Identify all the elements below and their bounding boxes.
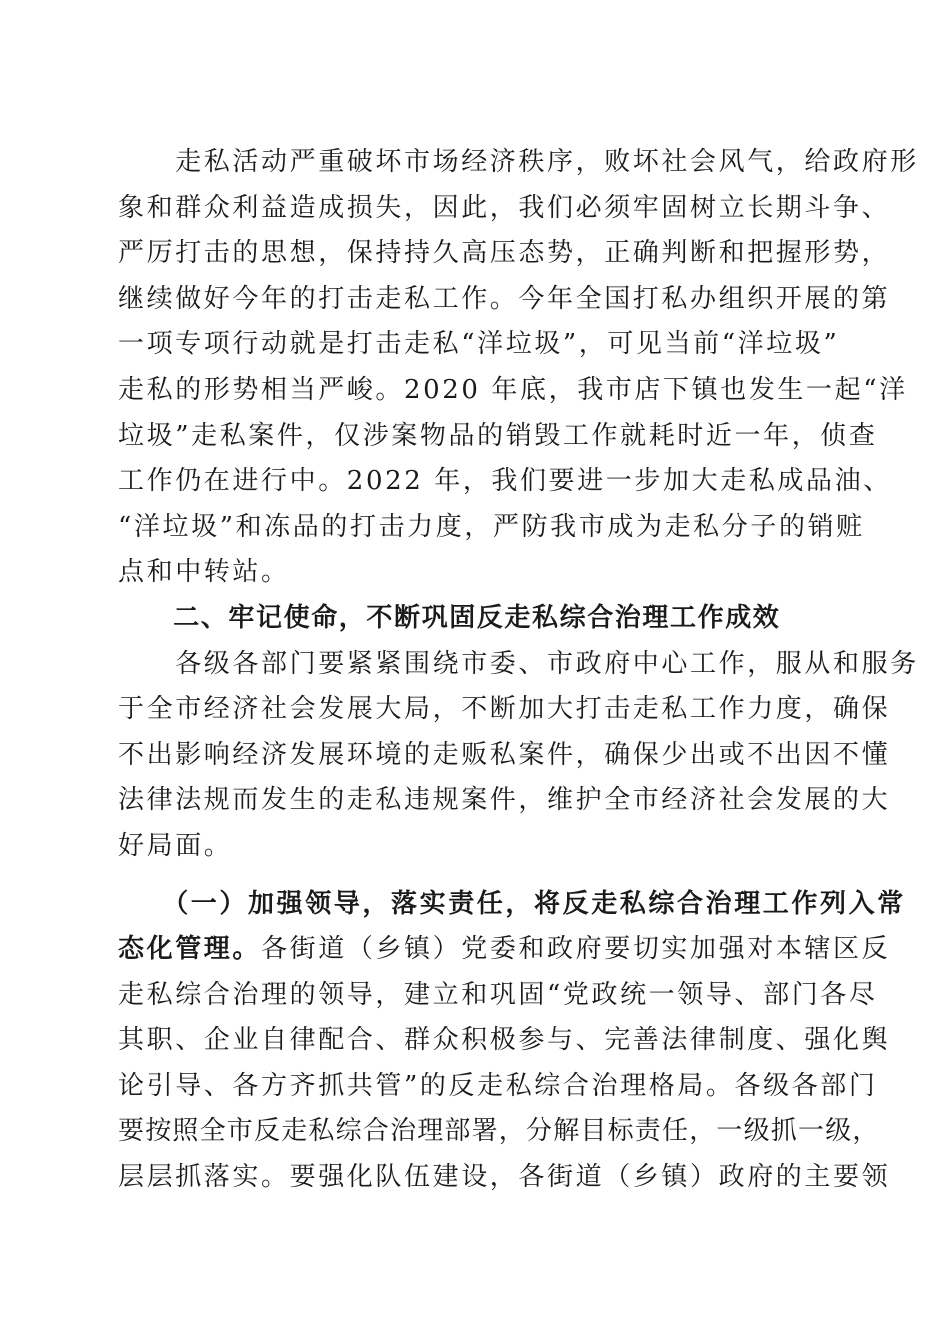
paragraph-line: 其职、企业自律配合、群众积极参与、完善法律制度、强化舆 bbox=[118, 1025, 891, 1056]
paragraph-line: 垃圾”走私案件，仅涉案物品的销毁工作就耗时近一年，侦查 bbox=[118, 420, 878, 451]
paragraph-line: 一项专项行动就是打击走私“洋垃圾”，可见当前“洋垃圾” bbox=[118, 329, 840, 360]
paragraph-line: “洋垃圾”和冻品的打击力度，严防我市成为走私分子的销赃 bbox=[118, 511, 865, 542]
paragraph-line: 各级各部门要紧紧围绕市委、市政府中心工作，服从和服务 bbox=[118, 648, 919, 679]
paragraph-2 bbox=[118, 642, 919, 870]
paragraph-line: 法律法规而发生的走私违规案件，维护全市经济社会发展的大 bbox=[118, 785, 891, 816]
paragraph-line: 严厉打击的思想，保持持久高压态势，正确判断和把握形势， bbox=[118, 238, 891, 269]
paragraph-line: 不出影响经济发展环境的走贩私案件，确保少出或不出因不懂 bbox=[118, 739, 891, 770]
paragraph-line: 于全市经济社会发展大局，不断加大打击走私工作力度，确保 bbox=[118, 694, 891, 725]
section-heading: 二、牢记使命，不断巩固反走私综合治理工作成效 bbox=[118, 602, 781, 633]
paragraph-line: 好局面。 bbox=[118, 830, 233, 861]
paragraph-line: 点和中转站。 bbox=[118, 557, 290, 588]
subsection-heading-tail: 态化管理。 bbox=[118, 934, 262, 965]
paragraph-line: 论引导、各方齐抓共管”的反走私综合治理格局。各级各部门 bbox=[118, 1070, 878, 1101]
paragraph-line: 继续做好今年的打击走私工作。今年全国打私办组织开展的第 bbox=[118, 283, 891, 314]
paragraph-line: 要按照全市反走私综合治理部署，分解目标责任，一级抓一级， bbox=[118, 1116, 880, 1147]
subsection-heading: （一）加强领导，落实责任，将反走私综合治理工作列入常 bbox=[118, 888, 906, 919]
paragraph-1 bbox=[118, 140, 919, 596]
paragraph-text: 各街道（乡镇）党委和政府要切实加强对本辖区反 bbox=[261, 934, 891, 965]
paragraph-line bbox=[118, 927, 891, 973]
paragraph-line: 工作仍在进行中。2022 年，我们要进一步加大走私成品油、 bbox=[118, 466, 892, 497]
paragraph-line: 走私综合治理的领导，建立和巩固“党政统一领导、部门各尽 bbox=[118, 979, 878, 1010]
paragraph-spacer bbox=[118, 870, 830, 882]
paragraph-line: 层层抓落实。要强化队伍建设，各街道（乡镇）政府的主要领 bbox=[118, 1162, 891, 1193]
document-page bbox=[118, 140, 919, 1201]
paragraph-line: 走私的形势相当严峻。2020 年底，我市店下镇也发生一起“洋 bbox=[118, 374, 908, 405]
paragraph-line: 走私活动严重破坏市场经济秩序，败坏社会风气，给政府形 bbox=[118, 147, 919, 177]
paragraph-3 bbox=[118, 882, 906, 1201]
paragraph-line: 象和群众利益造成损失，因此，我们必须牢固树立长期斗争、 bbox=[118, 192, 891, 223]
